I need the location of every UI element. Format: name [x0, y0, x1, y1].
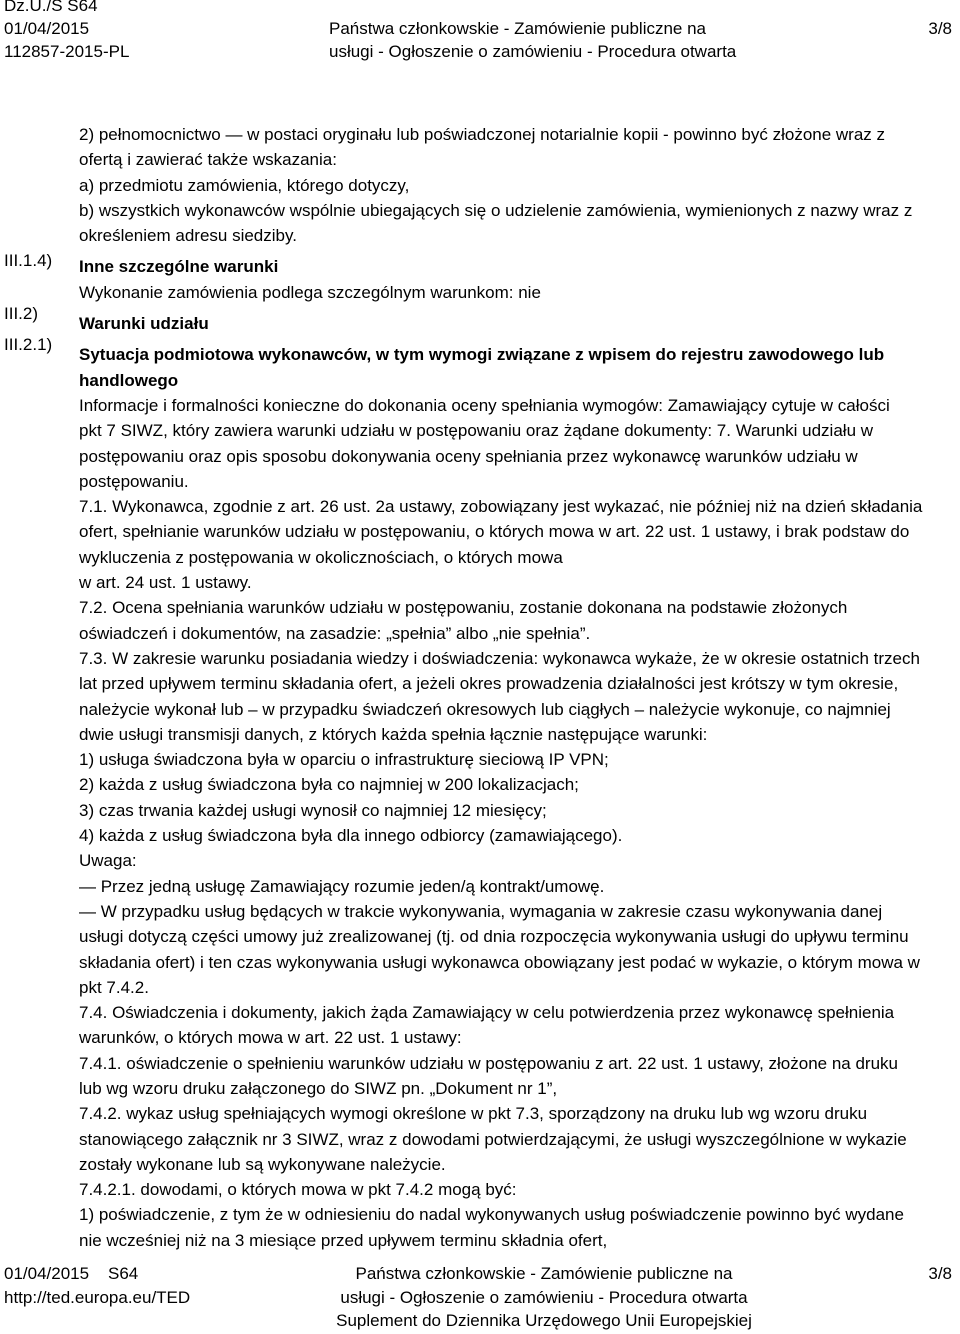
footer-title-line3: Suplement do Dziennika Urzędowego Unii Europejskiej — [336, 1311, 752, 1330]
document-body — [79, 122, 959, 1253]
footer-date: 01/04/2015 — [4, 1264, 90, 1283]
footer-left — [4, 1262, 190, 1309]
footer-title — [314, 1262, 774, 1333]
footer-title-line2: usługi - Ogłoszenie o zamówieniu - Procedura otwarta — [340, 1287, 748, 1307]
subsection-title: Sytuacja podmiotowa wykonawców, w tym wymogi związane z wpisem do rejestru zawodowego lub handlowego — [79, 345, 885, 390]
section-title: Warunki udziału — [79, 314, 209, 334]
section-number: III.2.1) — [4, 335, 53, 354]
header-ref: 112857-2015-PL — [4, 42, 130, 61]
header-title-line2: usługi - Ogłoszenie o zamówieniu - Procedura otwarta — [329, 42, 737, 61]
footer-series: S64 — [108, 1264, 139, 1283]
section-number: III.2) — [4, 304, 39, 323]
page-header — [0, 0, 960, 72]
footer-url[interactable]: http://ted.europa.eu/TED — [4, 1287, 191, 1307]
section-text: Wykonanie zamówienia podlega szczególnym warunkom: nie — [79, 282, 541, 302]
header-title — [329, 17, 769, 63]
intro-text: 2) pełnomocnictwo — w postaci oryginału lub poświadczonej notarialnie kopii - powinno być złożone wraz z ofertą i zawierać także wskazania: a) przedmiotu zamówienia, którego dotyczy, b) wszystkich wykonawców wspólnie ubiegających się o udzielenie zamówienia, wymienionych z nazwy wraz z określeniem adresu siedziby. — [79, 125, 913, 246]
header-title-line1: Państwa członkowskie - Zamówienie publiczne na — [329, 19, 707, 38]
subsection-text: Informacje i formalności konieczne do dokonania oceny spełniania wymogów: Zamawiający cytuje w całości pkt 7 SIWZ, który zawiera warunki udziału w postępowaniu oraz żądane dokumenty: 7. Warunki udziału w postępowaniu oraz opis sposobu dokonywania oceny spełniania przez wykonawcę warunków udziału w postępowaniu. 7.1. Wykonawca, zgodnie z art. 26 ust. 2a ustawy, zobowiązany jest wykazać, nie później niż na dzień składania ofert, spełnianie warunków udziału w postępowaniu, o których mowa w art. 22 ust. 1 ustawy, i brak podstaw do wykluczenia z postępowania w okolicznościach, o których mowa w art. 24 ust. 1 ustawy. 7.2. Ocena spełniania warunków udziału w postępowaniu, zostanie dokonana na podstawie złożonych oświadczeń i dokumentów, na zasadzie: „spełnia” albo „nie spełnia”. 7.3. W zakresie warunku posiadania wiedzy i doświadczenia: wykonawca wykaże, że w okresie ostatnich trzech lat przed upływem terminu składania ofert, a jeżeli okres prowadzenia działalności jest krótszy w tym okresie, należycie wykonał lub – w przypadku świadczeń okresowych lub ciągłych – należycie wykonuje, co najmniej dwie usługi transmisji danych, z których każda spełnia łącznie następujące warunki: 1) usługa świadczona była w oparciu o infrastrukturę sieciową IP VPN; 2) każda z usług świadczona była co najmniej w 200 lokalizacjach; 3) czas trwania każdej usługi wynosił co najmniej 12 miesięcy; 4) każda z usług świadczona była dla innego odbiorcy (zamawiającego). Uwaga: ― Przez jedną usługę Zamawiający rozumie jeden/ą kontrakt/umowę. ― W przypadku usług będących w trakcie wykonywania, wymagania w zakresie czasu wykonywania danej usługi dotyczą części umowy już zrealizowanej (tj. od dnia rozpoczęcia wykonywania usługi do upływu terminu składania ofert) i ten czas wykonywania usługi wykonawca obowiązany jest podać w wykazie, o którym mowa w pkt 7.4.2. 7.4. Oświadczenia i dokumenty, jakich żąda Zamawiający w celu potwierdzenia przez wykonawcę spełnienia warunków, o których mowa w art. 22 ust. 1 ustawy: 7.4.1. oświadczenie o spełnieniu warunków udziału w postępowaniu z art. 22 ust. 1 ustawy, złożone na druku lub wg wzoru druku załączonego do SIWZ pn. „Dokument nr 1”, 7.4.2. wykaz usług spełniających wymogi określone w pkt 7.3, sporządzony na druku lub wg wzoru druku stanowiącego załącznik nr 3 SIWZ, wraz z dowodami potwierdzającymi, że usługi wyszczególnione w wykazie zostały wykonane lub są wykonywane należycie. 7.4.2.1. dowodami, o których mowa w pkt 7.4.2 mogą być: 1) poświadczenie, z tym że w odniesieniu do nadal wykonywanych usług poświadczenie powinno być wydane nie wcześniej niż na 3 miesiące przed upływem terminu składnia ofert, — [79, 395, 923, 1250]
footer-title-line1: Państwa członkowskie - Zamówienie publiczne na — [355, 1264, 733, 1283]
footer-page-number: 3/8 — [928, 1264, 952, 1283]
header-doc-id: Dz.U./S S64 — [4, 0, 98, 15]
footer-date-series — [4, 1262, 190, 1286]
header-page-number: 3/8 — [928, 19, 952, 38]
header-left — [4, 0, 129, 63]
section-title: Inne szczególne warunki — [79, 257, 279, 277]
section-number: III.1.4) — [4, 251, 53, 270]
header-date: 01/04/2015 — [4, 19, 90, 38]
